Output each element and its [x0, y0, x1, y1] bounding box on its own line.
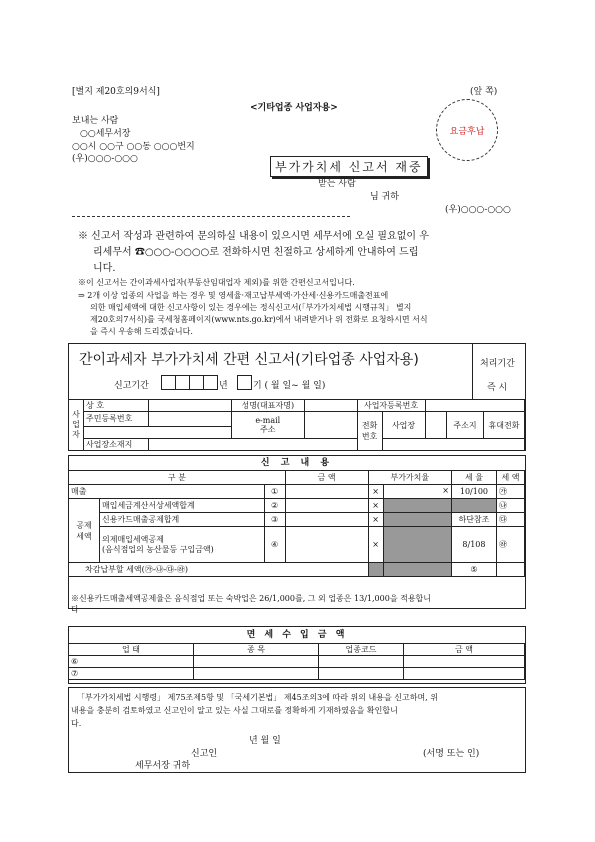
phone-label: 전화 번호: [357, 412, 382, 451]
row-card-tax[interactable]: [496, 513, 524, 527]
row-card-vat: [383, 513, 451, 527]
period-year-boxes[interactable]: [161, 375, 217, 390]
exempt-col-amount: 금 액: [404, 644, 525, 656]
row-card-label: 신용카드매출공제합계: [100, 513, 265, 527]
cut-line: [72, 216, 350, 217]
deduct-label: 공제 세액: [69, 499, 100, 563]
footnote-1: ※신용카드매출세액공제율은 음식점업 또는 숙박업은 26/1,000를, 그 외 업종은 13/1,000을 적용합니: [71, 594, 432, 603]
stamp-label: 요금후납: [449, 126, 485, 137]
exempt-row-7-item[interactable]: [194, 668, 319, 680]
col-amount: 금 액: [285, 471, 368, 485]
declaration-date[interactable]: 년 월 일: [249, 736, 281, 746]
payable-shade-1: [368, 563, 383, 577]
receiver-label: 받는 사람: [318, 179, 356, 189]
home-phone-label: 주소지: [447, 412, 484, 438]
row-deemed-tax-mark: ㉱: [498, 540, 507, 549]
payable-shade-2: [383, 563, 451, 577]
tax-office-to: 세무서장 귀하: [135, 761, 191, 771]
processing-label: 처리기간: [480, 359, 515, 369]
notice-note-5: 을 즉시 우송해 드리겠습니다.: [90, 327, 193, 336]
exempt-row-7-no: ⑦: [71, 669, 79, 678]
exempt-section: [68, 626, 526, 684]
row-sales-no: ①: [264, 485, 285, 499]
row-invoice-no: ②: [264, 499, 285, 513]
exempt-col-item: 종 목: [194, 644, 319, 656]
mobile-phone-label: 휴대전화: [488, 420, 520, 430]
exempt-row-7-amount[interactable]: [404, 668, 525, 680]
row-card-amount[interactable]: [285, 513, 368, 527]
report-section: [68, 455, 526, 614]
payable-tax[interactable]: [496, 563, 524, 577]
row-invoice-rate: [451, 499, 496, 513]
declaration-text-2: 내용을 충분히 검토하였고 신고인이 알고 있는 사실 그대로를 정확하게 기재하였음을 확인합니: [71, 706, 398, 715]
row-card-rate: 하단참조: [451, 513, 496, 527]
row-invoice-x: ×: [368, 499, 383, 513]
row-deemed-no: ④: [264, 527, 285, 563]
reg-no-field[interactable]: [425, 400, 525, 412]
sign-label[interactable]: (서명 또는 인): [423, 749, 480, 759]
period-term-box[interactable]: [237, 375, 251, 390]
email-field[interactable]: [304, 412, 357, 439]
period-label: 신고기간: [114, 381, 149, 391]
declaration-text-1: 「부가가치세법 시행령」 제75조제5항 및 「국세기본법」 제45조의3에 따라 위의 내용을 신고하며, 위: [77, 693, 438, 702]
notice-main-1: ※ 신고서 작성과 관련하여 문의하실 내용이 있으시면 세무서에 오실 필요없이 우: [78, 231, 429, 242]
exempt-col-business: 업 태: [69, 644, 194, 656]
sender-postal: (우)○○○-○○○: [72, 154, 138, 164]
row-sales-tax[interactable]: [496, 485, 524, 499]
row-deemed-tax[interactable]: [496, 527, 524, 563]
row-invoice-label: 매입세금계산서상세액합계: [100, 499, 265, 513]
row-sales-tax-mark: ㉮: [498, 487, 507, 496]
row-card-tax-mark: ㉰: [498, 515, 507, 524]
resident-no-field[interactable]: [149, 412, 232, 427]
exempt-row-7[interactable]: [69, 668, 194, 680]
envelope-title: 부가가치세 신고서 재중: [270, 156, 428, 177]
row-deemed-amount[interactable]: [285, 527, 368, 563]
exempt-title: 면 세 수 입 금 액: [69, 627, 525, 644]
sender-label: 보내는 사람: [72, 116, 119, 126]
exempt-row-7-code[interactable]: [319, 668, 404, 680]
row-deemed-label: 의제매입세액공제 (음식점업의 농산물등 구입금액): [100, 527, 265, 563]
row-sales-rate-x: ×: [442, 486, 449, 495]
form-title: 간이과세자 부가가치세 간편 신고서(기타업종 사업자용): [79, 352, 419, 368]
taxpayer-table: [68, 399, 525, 451]
report-table: [68, 470, 525, 577]
row-invoice-amount[interactable]: [285, 499, 368, 513]
declaration-section: [68, 687, 526, 773]
row-sales-amount[interactable]: [285, 485, 368, 499]
report-title: 신 고 내 용: [69, 456, 525, 471]
row-deemed-vat: [383, 527, 451, 563]
row-deemed-rate: 8/108: [451, 527, 496, 563]
col-tax: 세 액: [496, 471, 524, 485]
exempt-table: [68, 643, 525, 680]
exempt-row-6-code[interactable]: [319, 656, 404, 668]
notice-note-3: 의한 매입세액에 대한 신고사항이 있는 경우에는 정식신고서(「부가가치세법 시행규칙」 별지: [90, 303, 412, 312]
row-invoice-tax[interactable]: [496, 499, 524, 513]
location-label: 사업장소재지: [84, 439, 149, 451]
row-invoice-tax-mark: ㉯: [498, 501, 507, 510]
notice-note-2: ⇒ 2개 이상 업종의 사업을 하는 경우 및 영세율·재고납부세액·가산세·신용카드매출전표에: [78, 291, 389, 300]
notice-main-2: 리세무서 ☎○○○-○○○○로 전화하시면 친절하고 상세하게 안내하여 드립: [93, 247, 419, 258]
col-vat-ratio: 부가가치율: [368, 471, 451, 485]
row-sales-rate: 10/100: [451, 485, 496, 499]
exempt-row-6-no: ⑥: [71, 657, 79, 666]
email-label: e-mail 주소: [232, 412, 305, 439]
page-side: (앞 쪽): [470, 87, 498, 97]
rep-name-field[interactable]: [304, 400, 357, 412]
notice-main-3: 니다.: [93, 263, 116, 274]
exempt-row-6-amount[interactable]: [404, 656, 525, 668]
form-type: <기타업종 사업자용>: [250, 103, 338, 113]
sender-address: ○○시 ○○구 ○○동 ○○○번지: [72, 142, 195, 152]
row-sales-label: 매출: [69, 485, 265, 499]
resident-no-label: 주민등록번호: [84, 412, 149, 427]
reg-no-label: 사업자등록번호: [357, 400, 425, 412]
location-phone-field[interactable]: [382, 439, 524, 451]
biz-side-label: 사업자: [69, 400, 84, 451]
notice-note-4: 제20호의7서식)를 국세청홈페이지(www.nts.go.kr)에서 내려받거나 위 전화로 요청하시면 서식: [90, 315, 428, 324]
declaration-text-3: 다.: [71, 719, 82, 728]
col-rate: 세 율: [451, 471, 496, 485]
receiver-postal: (우)○○○-○○○: [445, 205, 511, 215]
col-category: 구 분: [69, 471, 286, 485]
row-sales-vat[interactable]: [383, 485, 451, 499]
row-deemed-x: ×: [368, 527, 383, 563]
notice-note-1: ※이 신고서는 간이과세사업자(부동산임대업자 제외)를 위한 간편신고서입니다.: [78, 278, 355, 287]
exempt-col-code: 업종코드: [319, 644, 404, 656]
processing-box: [472, 344, 525, 400]
postage-stamp: [436, 99, 498, 161]
office-phone-label: 사업장: [382, 412, 425, 439]
footnote-2: 다: [71, 605, 79, 614]
row-card-x: ×: [368, 513, 383, 527]
period-range: 기 ( 월 일~ 월 일): [253, 381, 326, 391]
trade-name-label: 상 호: [84, 400, 149, 412]
processing-value: 즉 시: [487, 383, 508, 393]
payable-no: ⑤: [451, 563, 496, 577]
row-card-no: ③: [264, 513, 285, 527]
trade-name-field[interactable]: [149, 400, 232, 412]
payable-label: 차감납부할 세액(㉮-㉯-㉰-㉱): [69, 563, 369, 577]
row-invoice-vat: [383, 499, 451, 513]
period-year-label: 년: [219, 381, 228, 391]
exempt-row-6-item[interactable]: [194, 656, 319, 668]
row-sales-x: ×: [368, 485, 383, 499]
exempt-row-6[interactable]: [69, 656, 194, 668]
reporter-label: 신고인: [191, 749, 218, 759]
phone-grid[interactable]: [425, 412, 525, 439]
sender-office: ○○세무서장: [80, 129, 131, 139]
taxpayer-section: [68, 343, 526, 451]
blank-row: [84, 426, 232, 438]
receiver-honorific: 님 귀하: [370, 192, 399, 202]
rep-name-label: 성명(대표자명): [232, 400, 305, 412]
form-number: [별지 제20호의9서식]: [72, 87, 160, 97]
location-field[interactable]: [149, 439, 358, 451]
